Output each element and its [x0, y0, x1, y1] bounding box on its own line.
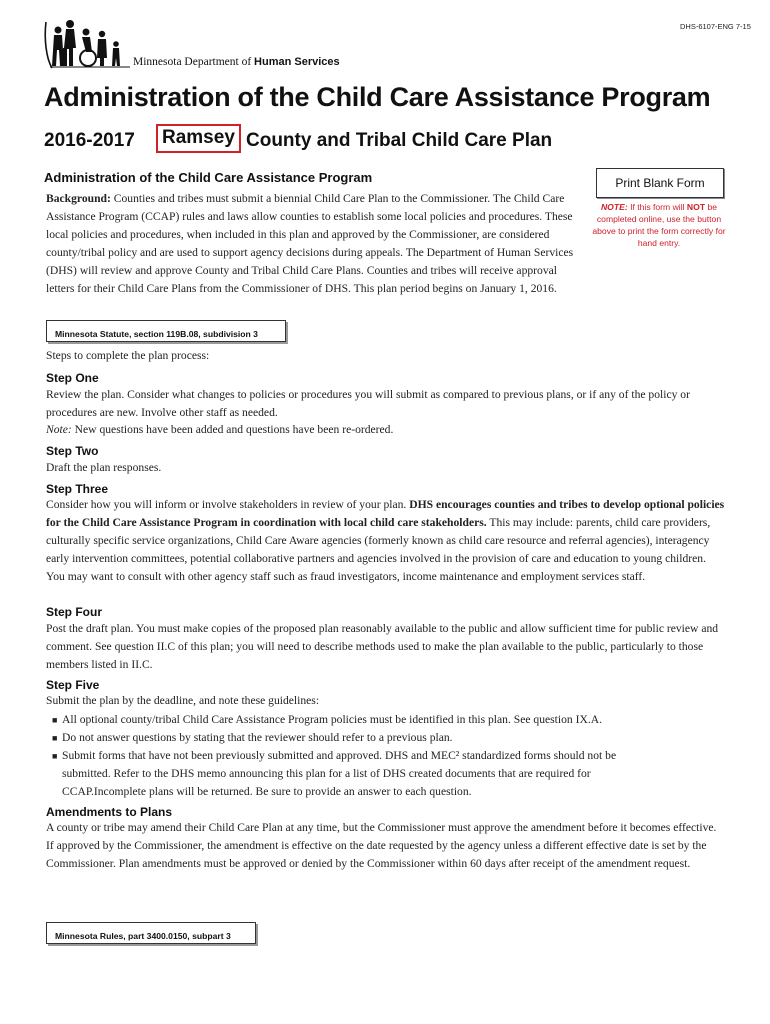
background-paragraph: [46, 190, 586, 298]
guidelines-list: [46, 711, 666, 801]
list-item-text: Submit forms that have not been previously submitted and approved. DHS and MEC² standardized forms should not be submitted. Refer to the DHS memo announcing this plan for a list of DHS created documents that are required for CCAP.Incomplete plans will be returned. Be sure to provide an answer to each question.: [62, 749, 617, 798]
form-code: DHS-6107-ENG 7-15: [680, 22, 751, 31]
rules-reference-box: [46, 922, 256, 944]
step-one-heading: Step One: [46, 371, 99, 385]
list-item: [46, 747, 666, 801]
plan-year: 2016-2017: [44, 130, 135, 151]
list-item-text: Do not answer questions by stating that the reviewer should refer to a previous plan.: [62, 731, 453, 744]
note-text: New questions have been added and questions have been re-ordered.: [71, 423, 394, 436]
step-three-text-a: Consider how you will inform or involve stakeholders in review of your plan.: [46, 498, 410, 511]
background-text: Counties and tribes must submit a biennial Child Care Plan to the Commissioner. The Child Care Assistance Program (CCAP) rules and laws allow counties to establish some local policies and procedures. These local policies and procedures, when included in this plan and approved by the Commissioner, are considered county/tribal policy and are used to support agency decisions during appeals. The Department of Human Services (DHS) will review and approve County and Tribal Child Care Plans. Counties and tribes will receive approval letters for their Child Care Plans from the Commissioner of DHS. This plan period begins on January 1, 2016.: [46, 192, 574, 295]
county-field[interactable]: Ramsey: [156, 124, 241, 153]
section-title: Administration of the Child Care Assistance Program: [44, 170, 373, 185]
statute-reference: Minnesota Statute, section 119B.08, subdivision 3: [55, 329, 258, 339]
print-blank-form-button[interactable]: Print Blank Form: [596, 168, 724, 198]
dhs-logo-icon: [42, 18, 132, 70]
step-three-text-bold: DHS encourages counties and tribes to develop optional policies for the Child Care Assistance Program in coordination with local child care stakeholders.: [46, 498, 725, 529]
step-three-heading: Step Three: [46, 482, 109, 496]
step-four-text: Post the draft plan. You must make copies of the proposed plan reasonably available to the public and allow sufficient time for public review and comment. See question II.C of this plan; you will need to describe methods used to make the plan available to the public, particularly to those members listed in II.C.: [46, 622, 719, 671]
step-one-note: [46, 421, 726, 439]
amendments-heading: Amendments to Plans: [46, 805, 173, 819]
page-title: Administration of the Child Care Assistance Program: [44, 82, 711, 112]
background-label: Background:: [46, 192, 111, 205]
org-bold: Human Services: [254, 56, 340, 68]
note-label: Note:: [46, 423, 72, 436]
note-not: NOT: [686, 202, 706, 212]
step-four-heading: Step Four: [46, 605, 102, 619]
bullet-icon: ■: [52, 715, 58, 725]
amendments-text: A county or tribe may amend their Child Care Plan at any time, but the Commissioner must approve the amendment before it becomes effective. If approved by the Commissioner, the amendment is effective on the date requested by the agency unless a different effective date is set by the Commissioner. Plan amendments must be approved or denied by the Commissioner within 60 days after receipt of the amendment request.: [46, 821, 717, 870]
step-two-heading: Step Two: [46, 444, 99, 458]
step-three-text: [46, 496, 726, 586]
statute-reference-box: [46, 320, 286, 342]
rules-reference: Minnesota Rules, part 3400.0150, subpart 3: [55, 931, 231, 941]
bullet-icon: ■: [52, 733, 58, 743]
step-three-text-b: This may include: parents, child care providers, culturally specific service organizations, Child Care Aware agencies (formerly known as child care resource and referral agencies), interagency early intervention committees, potential collaborative partners and agencies involved in the provision of care and education to young children. You may want to consult with other agency staff such as fraud investigators, income maintenance and employment services staff.: [46, 516, 711, 583]
list-item: [46, 729, 666, 747]
bullet-icon: ■: [52, 751, 58, 761]
step-two-text: Draft the plan responses.: [46, 461, 162, 474]
step-five-heading: Step Five: [46, 678, 100, 692]
steps-intro: Steps to complete the plan process:: [46, 349, 210, 362]
print-note: [592, 201, 726, 249]
list-item: [46, 711, 666, 729]
note-text-2: be completed online, use the button above to print the form correctly for hand entry.: [592, 202, 726, 248]
org-name: [133, 56, 340, 68]
note-label: NOTE:: [600, 202, 628, 212]
step-one-text: Review the plan. Consider what changes to policies or procedures you will submit as compared to previous plans, or if any of the policy or procedures are new. Involve other staff as needed.: [46, 388, 690, 419]
list-item-text: All optional county/tribal Child Care Assistance Program policies must be identified in this plan. See question IX.A.: [62, 713, 602, 726]
step-five-text: Submit the plan by the deadline, and note these guidelines:: [46, 694, 320, 707]
note-text-1: If this form will: [627, 202, 687, 212]
org-prefix: Minnesota Department of: [133, 56, 255, 68]
plan-title: County and Tribal Child Care Plan: [246, 130, 553, 151]
